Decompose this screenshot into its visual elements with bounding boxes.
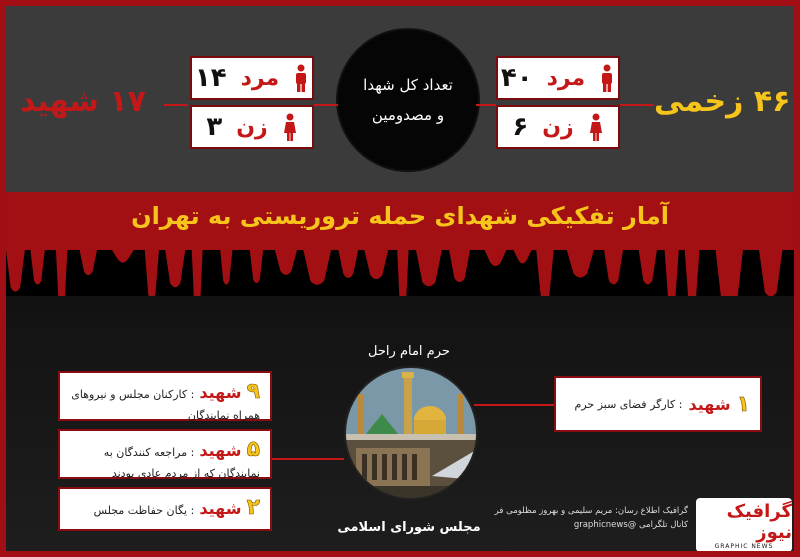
places-photo	[344, 366, 478, 500]
injured-connector	[620, 104, 654, 106]
visitors-word: شهید	[199, 441, 242, 460]
man-icon	[293, 64, 309, 92]
martyrs-men-label: مرد	[240, 65, 280, 91]
worker-word: شهید	[688, 394, 731, 414]
circle-line1: تعداد کل شهدا	[363, 76, 453, 94]
circle-line2: و مصدومین	[371, 106, 445, 124]
total-circle	[336, 28, 480, 172]
martyrs-women-label: زن	[236, 114, 268, 140]
injured-total: ۴۶ زخمی	[654, 84, 791, 119]
staff-desc: : کارکنان مجلس و نیروهای همراه نمایندگان	[71, 388, 260, 422]
parliament-label: مجلس شورای اسلامی	[337, 520, 481, 535]
shrine-and-parliament-image	[346, 368, 476, 498]
worker-desc: : کارگر فضای سبز حرم	[574, 397, 683, 411]
martyrs-connector-right	[314, 104, 338, 106]
logo-text: گرافیک نیوز	[726, 500, 792, 543]
injured-women-count: ۶	[512, 112, 529, 142]
injured-connector-left	[476, 104, 496, 106]
credit-channel: کانال تلگرامی @graphicnews	[573, 520, 688, 530]
shrine-worker-box	[554, 376, 762, 432]
logo-subtext: GRAPHIC NEWS	[714, 542, 774, 550]
worker-count: ۱	[736, 391, 750, 417]
injured-men-label: مرد	[546, 65, 586, 91]
man-icon	[599, 64, 615, 92]
staff-word: شهید	[199, 383, 242, 402]
credit-authors: گرافیک اطلاع رسان: مریم سلیمی و بهروز مظلومی فر	[494, 506, 688, 516]
page-title: آمار تفکیکی شهدای حمله تروریستی به تهران	[131, 202, 669, 230]
parliament-connector	[272, 458, 344, 460]
martyrs-women-count: ۳	[206, 112, 223, 142]
woman-icon	[282, 113, 298, 141]
martyrs-men-count: ۱۴	[194, 63, 227, 93]
guards-count: ۲	[246, 495, 260, 520]
shrine-connector	[474, 404, 554, 406]
martyrs-women-box	[190, 105, 314, 149]
guards-word: شهید	[199, 499, 242, 518]
martyrs-men-box	[190, 56, 314, 100]
injured-men-box	[496, 56, 620, 100]
injured-women-label: زن	[542, 114, 574, 140]
graphic-news-logo	[696, 498, 792, 552]
shrine-label: حرم امام راحل	[368, 344, 450, 359]
visitors-count: ۵	[246, 437, 260, 462]
guards-desc: : یگان حفاظت مجلس	[93, 504, 195, 517]
injured-women-box	[496, 105, 620, 149]
martyrs-connector	[164, 104, 188, 106]
woman-icon	[588, 113, 604, 141]
guards-box	[58, 487, 272, 531]
visitors-box	[58, 429, 272, 479]
visitors-desc: : مراجعه کنندگان به نمایندگان که از مردم عادی بودند	[103, 446, 260, 480]
martyrs-total: ۱۷ شهید	[20, 84, 146, 119]
staff-count: ۹	[246, 379, 260, 404]
parliament-staff-box	[58, 371, 272, 421]
injured-men-count: ۴۰	[500, 63, 533, 93]
